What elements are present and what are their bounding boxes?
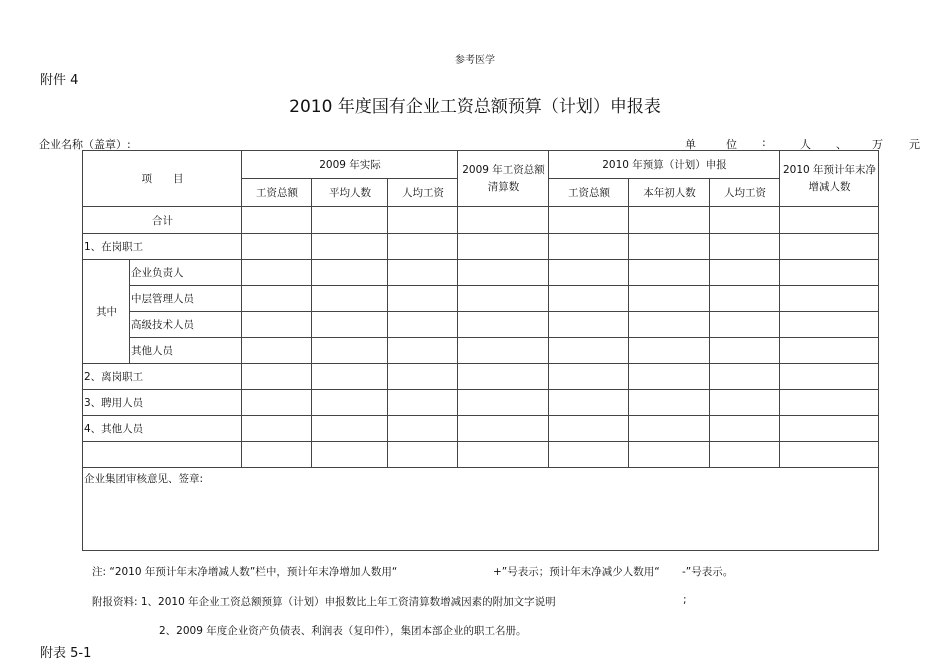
table-row <box>83 312 879 338</box>
row-label-other: 4、其他人员 <box>83 416 242 442</box>
attachment-item-1-end: ; <box>683 594 687 606</box>
row-label-hired: 3、聘用人员 <box>83 390 242 416</box>
group-2010-net-change: 2010 年预计年末净增减人数 <box>780 151 879 207</box>
unit-char: 、 <box>836 138 847 151</box>
unit-char: 元 <box>909 138 920 151</box>
company-name-label: 企业名称（盖章）: <box>39 138 131 151</box>
budget-table <box>82 150 879 551</box>
row-label-total: 合计 <box>83 207 242 234</box>
col-header: 人均工资 <box>388 179 458 207</box>
row-label-sub: 中层管理人员 <box>130 286 242 312</box>
group-2009-actual: 2009 年实际 <box>242 151 458 179</box>
table-row <box>83 390 879 416</box>
unit-char: 位 <box>726 138 737 151</box>
unit-char: 单 <box>685 138 696 151</box>
unit-char: 万 <box>872 138 883 151</box>
table-row <box>83 234 879 260</box>
col-header: 平均人数 <box>312 179 388 207</box>
table-row <box>83 416 879 442</box>
group-2009-settlement: 2009 年工资总额清算数 <box>458 151 549 207</box>
note-line <box>92 564 734 579</box>
row-label-sub: 其他人员 <box>130 338 242 364</box>
table-row <box>83 207 879 234</box>
table-row <box>83 286 879 312</box>
row-label-onpost: 1、在岗职工 <box>83 234 242 260</box>
row-label-sub: 高级技术人员 <box>130 312 242 338</box>
note-minus-text: -”号表示。 <box>682 566 734 578</box>
col-header: 本年初人数 <box>629 179 710 207</box>
row-label-offpost: 2、离岗职工 <box>83 364 242 390</box>
table-row <box>83 338 879 364</box>
col-header: 工资总额 <box>549 179 629 207</box>
note-plus-text: +”号表示；预计年末净减少人数用“ <box>493 566 660 578</box>
unit-char: : <box>762 136 766 149</box>
note-text: 注: “2010 年预计年末净增减人数”栏中，预计年末净增加人数用“ <box>92 566 398 578</box>
attachment-item-1: 附报资料: 1、2010 年企业工资总额预算（计划）申报数比上年工资清算数增减因素的附加文字说明 <box>92 596 556 608</box>
table-row <box>83 364 879 390</box>
row-label-sub: 企业负责人 <box>130 260 242 286</box>
row-label-among: 其中 <box>83 260 130 364</box>
table-row <box>83 260 879 286</box>
attachment-label: 附件 4 <box>40 73 79 88</box>
table-row <box>83 442 879 468</box>
page-title: 2010 年度国有企业工资总额预算（计划）申报表 <box>289 97 661 117</box>
unit-char: 人 <box>800 138 811 151</box>
appendix-label: 附表 5-1 <box>40 646 92 661</box>
col-header: 工资总额 <box>242 179 312 207</box>
page-header: 参考医学 <box>455 55 495 66</box>
group-2010-budget: 2010 年预算（计划）申报 <box>549 151 780 179</box>
attachment-item-2: 2、2009 年度企业资产负债表、利润表（复印件），集团本部企业的职工名册。 <box>159 625 527 637</box>
col-header: 人均工资 <box>710 179 780 207</box>
item-header: 项 目 <box>83 151 242 207</box>
review-row <box>83 468 879 551</box>
review-label: 企业集团审核意见、签章: <box>83 468 879 551</box>
